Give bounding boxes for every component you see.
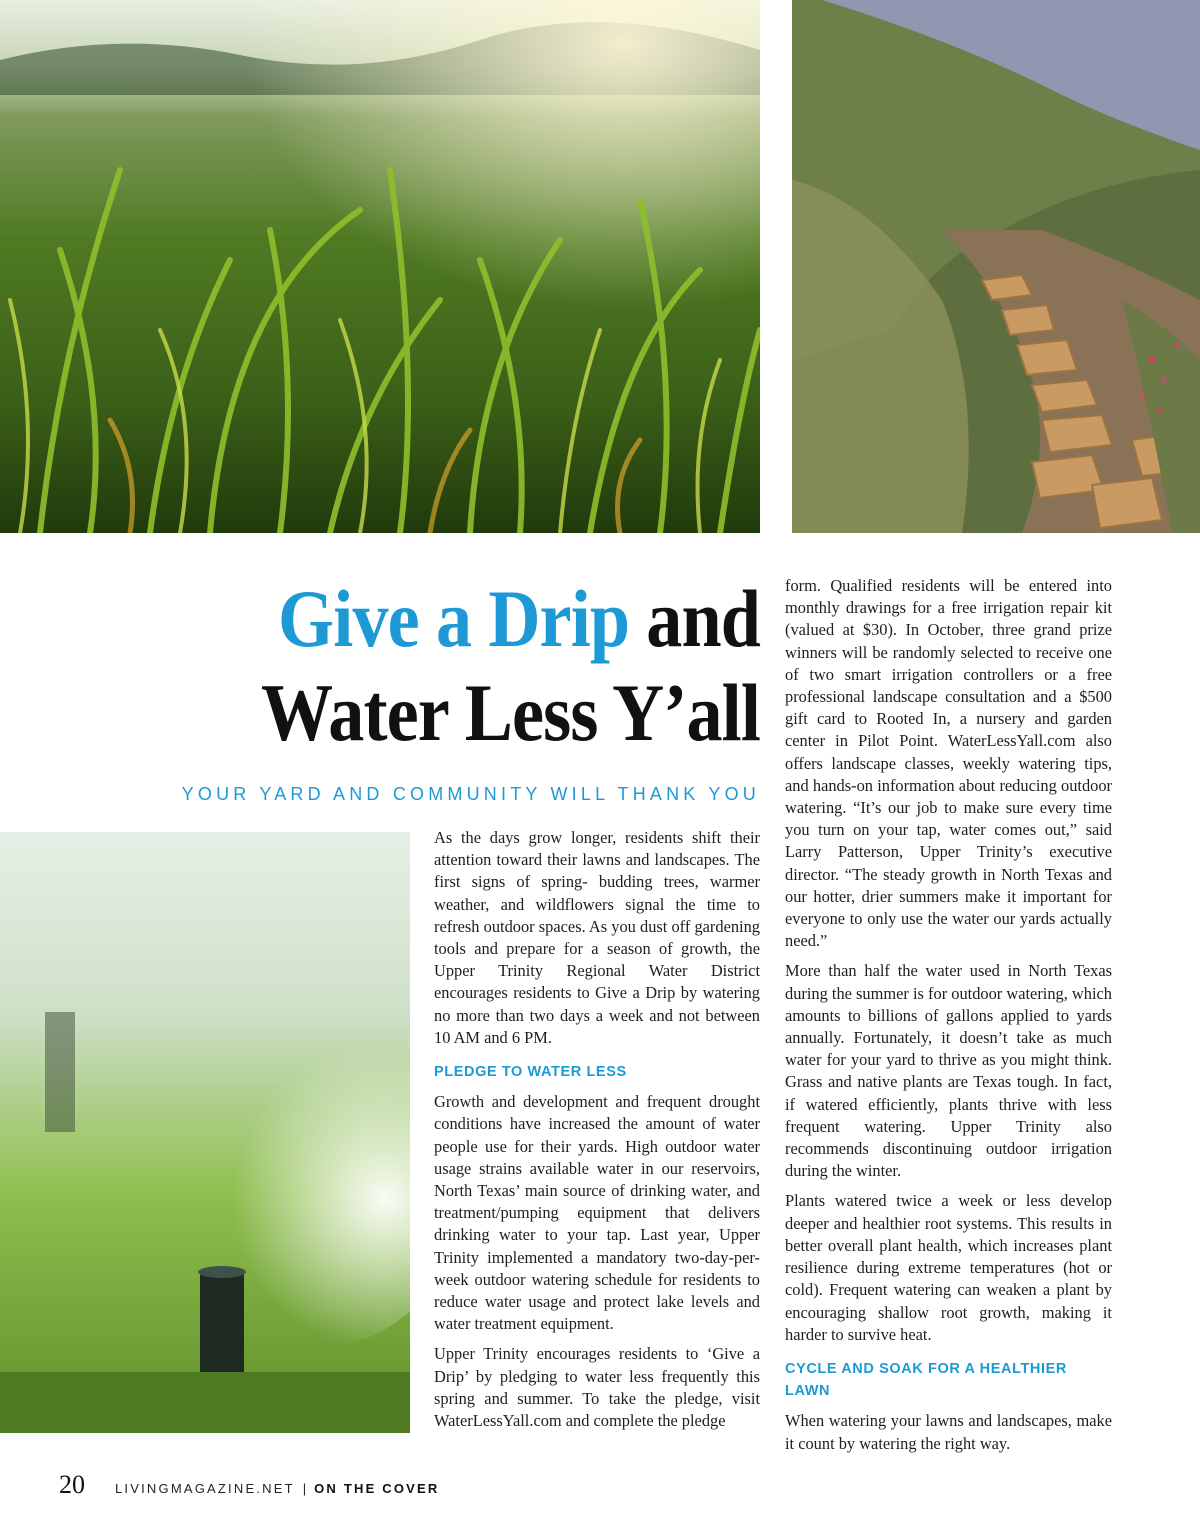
headline xyxy=(175,572,760,760)
headline-line2: Water Less Y’all xyxy=(260,667,760,758)
article-column-right xyxy=(785,575,1112,1463)
site-name: LIVINGMAGAZINE.NET xyxy=(115,1481,295,1496)
paragraph: When watering your lawns and landscapes, make it count by watering the right way. xyxy=(785,1411,1112,1453)
footer-separator: | xyxy=(302,1481,307,1496)
paragraph: Plants watered twice a week or less develop deeper and healthier root systems. This results in better overall plant health, which increases plant resilience during extreme temperatures (hot or cold). Frequent watering can weaken a plant by encouraging shallow root growth, making it harder to survive heat. xyxy=(785,1191,1112,1344)
sprinkler-photo xyxy=(0,832,410,1433)
page-footer xyxy=(59,1470,439,1500)
article-column-middle xyxy=(434,827,760,1440)
paragraph: Upper Trinity encourages residents to ‘Give a Drip’ by pledging to water less frequently this spring and summer. To take the pledge, visit WaterLessYall.com and complete the pledge xyxy=(434,1344,760,1431)
headline-and: and xyxy=(646,573,760,664)
paragraph: More than half the water used in North Texas during the summer is for outdoor watering, which amounts to billions of gallons applied to yards annually. Fortunately, it doesn’t take as much water for your yard to thrive as you might think. Grass and native plants are Texas tough. In fact, if watered efficiently, plants thrive with less frequent watering. Upper Trinity also recommends discontinuing outdoor irrigation during the winter. xyxy=(785,961,1112,1181)
headline-accent: Give a Drip xyxy=(278,573,630,664)
section-heading: PLEDGE TO WATER LESS xyxy=(434,1064,627,1081)
garden-path-photo xyxy=(792,0,1200,533)
subhead: YOUR YARD AND COMMUNITY WILL THANK YOU xyxy=(181,784,760,804)
page-number: 20 xyxy=(59,1470,85,1499)
grass-photo xyxy=(0,0,760,533)
paragraph: Growth and development and frequent drought conditions have increased the amount of water people use for their yards. High outdoor water usage strains available water in our reservoirs, North Texas’ main source of drinking water, and treatment/pumping equipment that delivers drinking water to your tap. Last year, Upper Trinity implemented a mandatory two-day-per-week outdoor watering schedule for residents to reduce water usage and protect lake levels and water treatment equipment. xyxy=(434,1092,760,1334)
section-label: ON THE COVER xyxy=(314,1481,440,1496)
paragraph: form. Qualified residents will be entered into monthly drawings for a free irrigation repair kit (valued at $30). In October, three grand prize winners will be randomly selected to receive one of two smart irrigation controllers or a free professional landscape consultation and a $500 gift card to Rooted In, a nursery and garden center in Pilot Point. WaterLessYall.com also offers landscape classes, weekly watering tips, and hands-on information about reducing outdoor watering. “It’s our job to make sure every time you turn on your tap, water comes out,” said Larry Patterson, Upper Trinity’s executive director. “The steady growth in North Texas and our hotter, drier summers make it important for everyone to only use the water our yards actually need.” xyxy=(785,576,1112,951)
paragraph: As the days grow longer, residents shift their attention toward their lawns and landscapes. The first signs of spring- budding trees, warmer weather, and wildflowers signal the time to refresh outdoor spaces. As you dust off gardening tools and prepare for a season of growth, the Upper Trinity Regional Water District encourages residents to Give a Drip by watering no more than two days a week and not between 10 AM and 6 PM. xyxy=(434,828,760,1047)
section-heading: CYCLE AND SOAK FOR A HEALTHIER LAWN xyxy=(785,1360,1067,1400)
